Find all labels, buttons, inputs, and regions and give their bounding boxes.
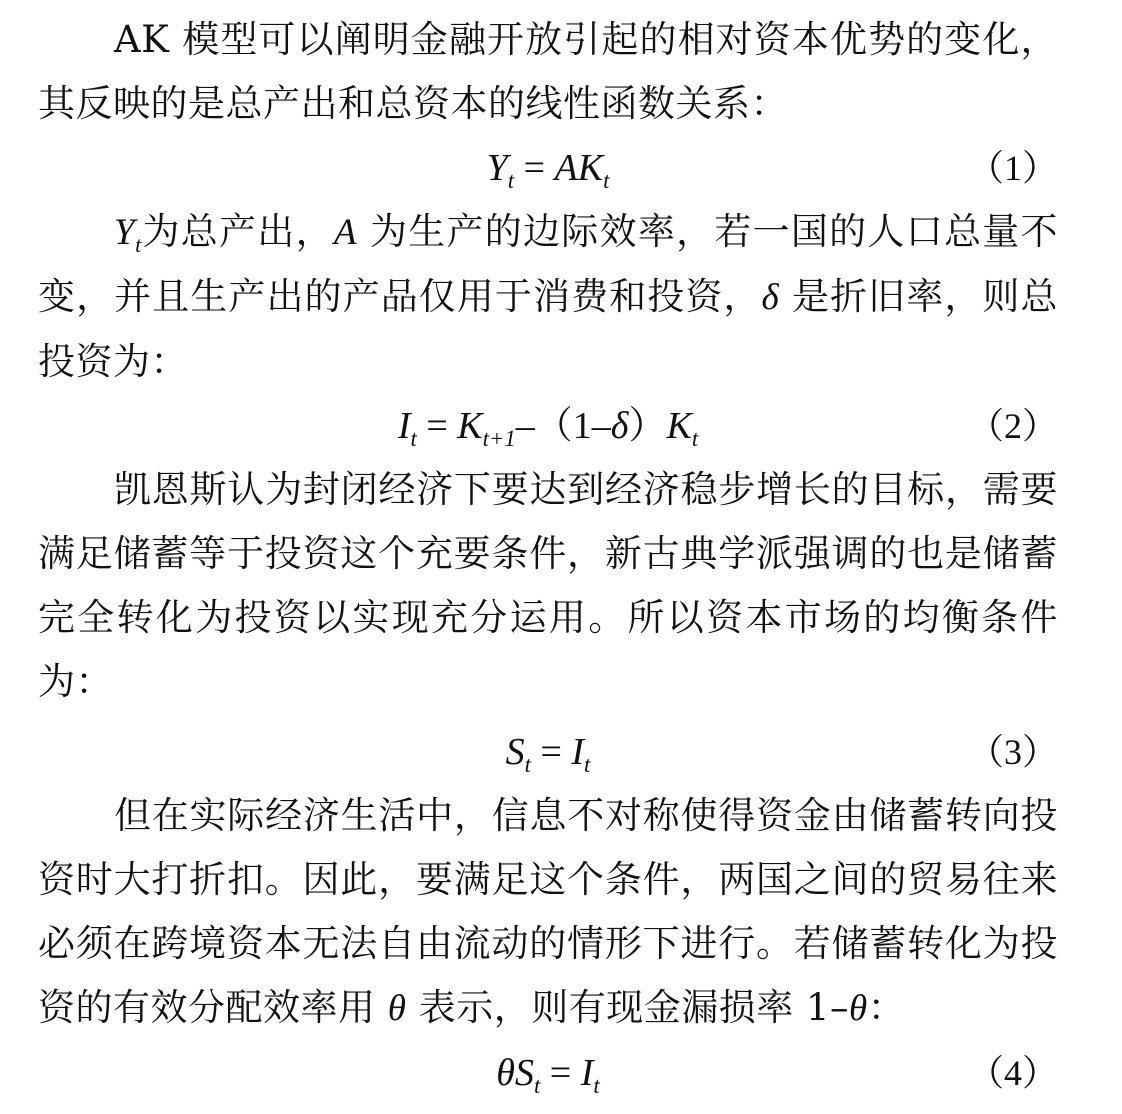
equation-2-formula <box>38 394 1058 458</box>
text-depreciation: 是折旧率，则总投资为： <box>38 275 1058 383</box>
var-theta: θ <box>849 988 868 1029</box>
close-paren: ） <box>628 405 667 447</box>
equation-3-formula <box>38 720 1058 784</box>
subscript-t: t <box>533 1072 541 1098</box>
equals-sign: = <box>523 147 545 189</box>
paper-body <box>38 8 1058 1105</box>
var-S: S <box>514 1052 534 1094</box>
var-A: A <box>333 212 357 253</box>
var-delta: δ <box>610 405 629 447</box>
equation-3 <box>38 720 1058 784</box>
subscript-t-plus-1: t+1 <box>482 425 516 451</box>
text-total-output: 为总产出， <box>141 210 334 253</box>
equation-2 <box>38 394 1058 458</box>
equation-2-number: （2） <box>967 406 1058 446</box>
subscript-t: t <box>410 425 417 451</box>
var-theta: θ <box>387 988 407 1029</box>
var-I: I <box>571 731 585 773</box>
equation-1 <box>38 136 1058 200</box>
open-paren-one-minus: （1– <box>534 405 611 447</box>
equation-3-number: （3） <box>967 732 1058 772</box>
equation-4-number: （4） <box>967 1053 1058 1093</box>
subscript-t: t <box>584 751 591 777</box>
var-I: I <box>397 405 411 447</box>
var-A: A <box>554 147 578 189</box>
equation-1-formula <box>38 136 1058 200</box>
paragraph-ak-model: AK 模型可以阐明金融开放引起的相对资本优势的变化，其反映的是总产出和总资本的线性函数关系： <box>38 18 1058 125</box>
equals-sign: = <box>549 1052 572 1094</box>
text-marginal-efficiency: 为生产的边际效率，若一国的人口总量不变，并且生产出的产品仅用于消费和投资， <box>38 210 1058 318</box>
var-K: K <box>577 147 604 189</box>
var-Y: Y <box>486 147 508 189</box>
var-K: K <box>666 405 692 447</box>
paragraph-information-asymmetry <box>38 784 1058 1041</box>
subscript-t: t <box>507 167 515 193</box>
subscript-t: t <box>593 1072 600 1098</box>
equation-4-formula <box>38 1041 1058 1105</box>
equals-sign: = <box>540 731 562 773</box>
var-theta: θ <box>496 1052 515 1094</box>
var-I: I <box>580 1052 594 1094</box>
var-K: K <box>457 405 483 447</box>
minus-sign: – <box>515 405 535 447</box>
text-colon: ： <box>867 986 906 1029</box>
text-allocation-efficiency: 但在实际经济生活中，信息不对称使得资金由储蓄转向投资时大打折扣。因此，要满足这个条件，两国之间的贸易往来必须在跨境资本无法自由流动的情形下进行。若储蓄转化为投资的有效分配效率用 <box>38 794 1058 1029</box>
var-S: S <box>505 731 525 773</box>
text-cash-leakage: 表示，则有现金漏损率 1– <box>418 986 850 1029</box>
equals-sign: = <box>426 405 448 447</box>
equation-4 <box>38 1041 1058 1105</box>
subscript-t: t <box>691 425 699 451</box>
subscript-t: t <box>603 167 610 193</box>
equation-1-number: （1） <box>967 148 1058 188</box>
paragraph-definitions <box>38 200 1058 394</box>
var-Y: Y <box>114 212 136 253</box>
subscript-t: t <box>524 751 531 777</box>
var-delta: δ <box>761 277 780 318</box>
subscript-t: t <box>135 231 142 257</box>
paragraph-keynes: 凯恩斯认为封闭经济下要达到经济稳步增长的目标，需要满足储蓄等于投资这个充要条件，新古典学派强调的也是储蓄完全转化为投资以实现充分运用。所以资本市场的均衡条件为： <box>38 468 1058 703</box>
